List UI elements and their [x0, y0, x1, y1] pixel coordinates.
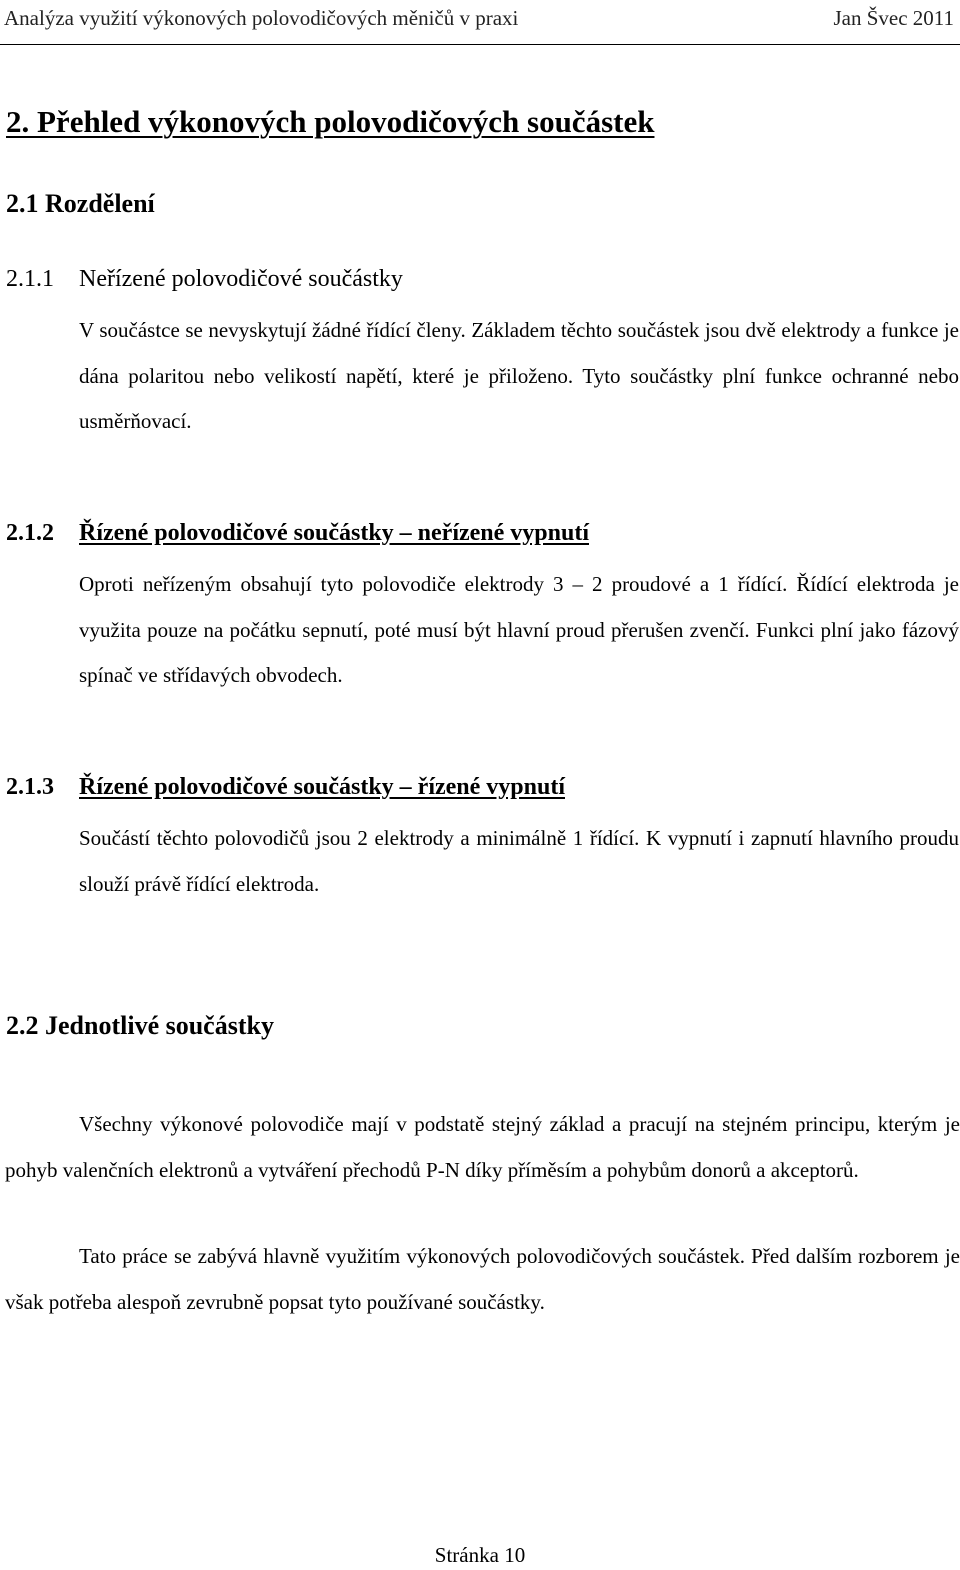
header-document-title: Analýza využití výkonových polovodičových měničů v praxi: [4, 6, 519, 30]
paragraph-2-2-first: [5, 1102, 960, 1193]
section-heading-2-2: 2.2 Jednotlivé součástky: [6, 1011, 274, 1040]
paragraph-2-1-1: V součástce se nevyskytují žádné řídící členy. Základem těchto součástek jsou dvě elektrody a funkce je dána polaritou nebo velikostí napětí, které je přiloženo. Tyto součástky plní funkce ochranné nebo usměrňovací.: [79, 318, 959, 433]
subsection-number: 2.1.3: [6, 774, 54, 800]
subsection-number: 2.1.1: [6, 266, 54, 292]
chapter-heading: 2. Přehled výkonových polovodičových součástek: [6, 104, 655, 139]
page-header: [0, 0, 960, 45]
subsection-heading-2-1-2: [6, 516, 589, 550]
paragraph-text: Všechny výkonové polovodiče mají v podstatě stejný základ a pracují na stejném principu, kterým je pohyb valenčních elektronů a vytváření přechodů P-N díky příměsím a pohybům donorů a akceptorů.: [5, 1112, 960, 1182]
paragraph-2-1-3: Součástí těchto polovodičů jsou 2 elektrody a minimálně 1 řídící. K vypnutí i zapnutí hlavního proudu slouží právě řídící elektroda.: [79, 826, 959, 896]
subsection-heading-2-1-1: [6, 262, 403, 296]
paragraph-2-2-second: [5, 1234, 960, 1325]
subsection-title: Neřízené polovodičové součástky: [79, 266, 403, 292]
subsection-number: 2.1.2: [6, 520, 54, 546]
subsection-title: Řízené polovodičové součástky – řízené vypnutí: [79, 774, 565, 800]
subsection-heading-2-1-3: [6, 770, 565, 804]
paragraph-text: Tato práce se zabývá hlavně využitím výkonových polovodičových součástek. Před dalším rozborem je však potřeba alespoň zevrubně popsat tyto používané součástky.: [5, 1244, 960, 1314]
paragraph-2-1-2: Oproti neřízeným obsahují tyto polovodiče elektrody 3 – 2 proudové a 1 řídící. Řídící elektroda je využita pouze na počátku sepnutí, poté musí být hlavní proud přerušen zvenčí. Funkci plní jako fázový spínač ve střídavých obvodech.: [79, 572, 959, 687]
page-number: Stránka 10: [434, 1543, 526, 1567]
subsection-title: Řízené polovodičové součástky – neřízené vypnutí: [79, 520, 589, 546]
section-heading-2-1: 2.1 Rozdělení: [6, 189, 155, 218]
header-author-year: Jan Švec 2011: [833, 6, 954, 30]
